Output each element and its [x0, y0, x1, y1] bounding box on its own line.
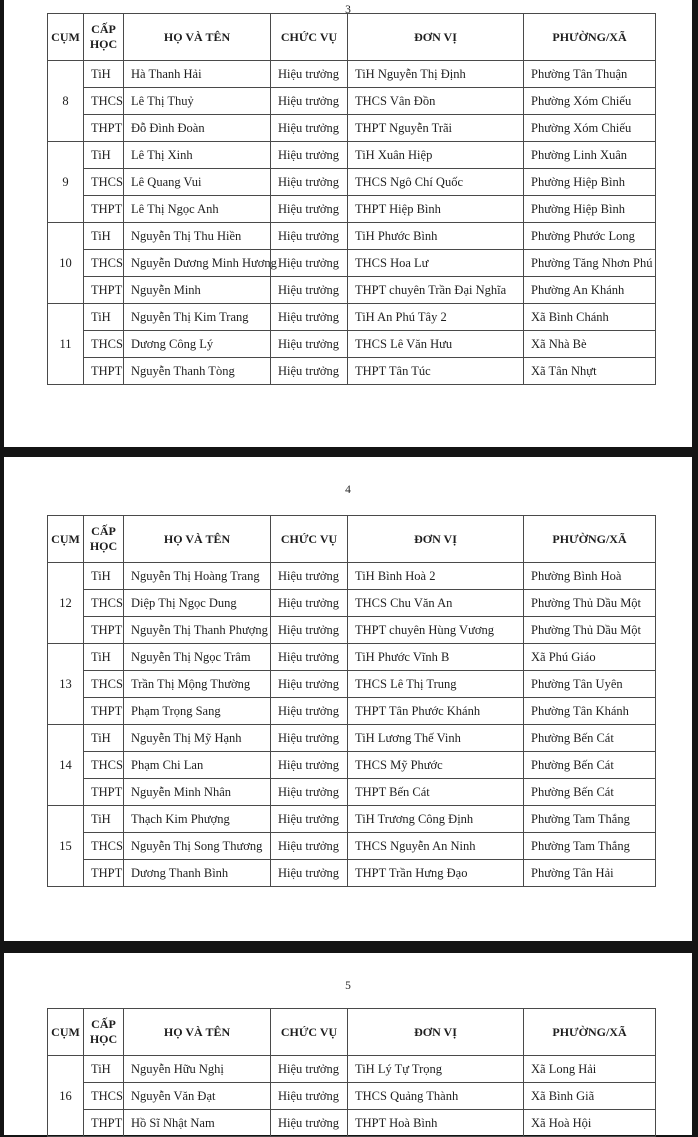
- ward-cell: Xã Nhà Bè: [524, 331, 656, 358]
- ward-cell: Xã Bình Giã: [524, 1083, 656, 1110]
- column-header-ward: PHƯỜNG/XÃ: [524, 14, 656, 61]
- ward-cell: Phường Bến Cát: [524, 752, 656, 779]
- principals-table: [47, 13, 656, 385]
- ward-cell: Phường Xóm Chiếu: [524, 115, 656, 142]
- position-cell: Hiệu trưởng: [271, 142, 348, 169]
- name-cell: Hà Thanh Hải: [124, 61, 271, 88]
- name-cell: Nguyễn Thanh Tòng: [124, 358, 271, 385]
- name-cell: Nguyễn Thị Hoàng Trang: [124, 563, 271, 590]
- level-cell: THPT: [84, 698, 124, 725]
- table-row: [48, 169, 656, 196]
- level-cell: THPT: [84, 196, 124, 223]
- level-cell: THCS: [84, 1083, 124, 1110]
- column-header-unit: ĐƠN VỊ: [348, 516, 524, 563]
- name-cell: Đỗ Đình Đoàn: [124, 115, 271, 142]
- ward-cell: Phường Xóm Chiếu: [524, 88, 656, 115]
- position-cell: Hiệu trưởng: [271, 196, 348, 223]
- name-cell: Thạch Kim Phượng: [124, 806, 271, 833]
- name-cell: Nguyễn Thị Thu Hiền: [124, 223, 271, 250]
- page-number: 5: [345, 980, 351, 992]
- name-cell: Nguyễn Thị Kim Trang: [124, 304, 271, 331]
- table-row: [48, 806, 656, 833]
- column-header-cluster: CỤM: [48, 516, 84, 563]
- principals-table: [47, 1008, 656, 1137]
- column-header-cluster: CỤM: [48, 1009, 84, 1056]
- ward-cell: Xã Tân Nhựt: [524, 358, 656, 385]
- level-cell: TiH: [84, 563, 124, 590]
- name-cell: Dương Công Lý: [124, 331, 271, 358]
- unit-cell: THPT chuyên Trần Đại Nghĩa: [348, 277, 524, 304]
- table-row: [48, 250, 656, 277]
- unit-cell: TiH Phước Vĩnh B: [348, 644, 524, 671]
- unit-cell: THCS Quảng Thành: [348, 1083, 524, 1110]
- name-cell: Nguyễn Thị Mỹ Hạnh: [124, 725, 271, 752]
- position-cell: Hiệu trưởng: [271, 277, 348, 304]
- position-cell: Hiệu trưởng: [271, 833, 348, 860]
- unit-cell: THCS Vân Đồn: [348, 88, 524, 115]
- table-holder: [47, 1008, 656, 1137]
- position-cell: Hiệu trưởng: [271, 671, 348, 698]
- position-cell: Hiệu trưởng: [271, 304, 348, 331]
- ward-cell: Phường Tân Uyên: [524, 671, 656, 698]
- table-row: [48, 725, 656, 752]
- position-cell: Hiệu trưởng: [271, 698, 348, 725]
- page-number: 4: [345, 484, 351, 496]
- header-row: [48, 14, 656, 61]
- column-header-position: CHỨC VỤ: [271, 1009, 348, 1056]
- ward-cell: Xã Phú Giáo: [524, 644, 656, 671]
- unit-cell: THPT Hoà Bình: [348, 1110, 524, 1137]
- cluster-cell: 15: [48, 806, 84, 887]
- cluster-cell: 9: [48, 142, 84, 223]
- ward-cell: Phường Tân Hải: [524, 860, 656, 887]
- unit-cell: THCS Mỹ Phước: [348, 752, 524, 779]
- name-cell: Lê Thị Ngọc Anh: [124, 196, 271, 223]
- unit-cell: THCS Ngô Chí Quốc: [348, 169, 524, 196]
- column-header-ward: PHƯỜNG/XÃ: [524, 516, 656, 563]
- name-cell: Lê Thị Thuỷ: [124, 88, 271, 115]
- table-row: [48, 644, 656, 671]
- ward-cell: Phường Thủ Dầu Một: [524, 617, 656, 644]
- cluster-cell: 11: [48, 304, 84, 385]
- column-header-cluster: CỤM: [48, 14, 84, 61]
- position-cell: Hiệu trưởng: [271, 88, 348, 115]
- name-cell: Phạm Chi Lan: [124, 752, 271, 779]
- table-row: [48, 277, 656, 304]
- table-row: [48, 1083, 656, 1110]
- name-cell: Nguyễn Minh Nhân: [124, 779, 271, 806]
- position-cell: Hiệu trưởng: [271, 331, 348, 358]
- table-row: [48, 61, 656, 88]
- ward-cell: Phường Linh Xuân: [524, 142, 656, 169]
- unit-cell: THPT Bến Cát: [348, 779, 524, 806]
- table-row: [48, 223, 656, 250]
- name-cell: Trần Thị Mộng Thường: [124, 671, 271, 698]
- table-row: [48, 563, 656, 590]
- column-header-ward: PHƯỜNG/XÃ: [524, 1009, 656, 1056]
- level-cell: THCS: [84, 88, 124, 115]
- level-cell: THPT: [84, 1110, 124, 1137]
- position-cell: Hiệu trưởng: [271, 250, 348, 277]
- unit-cell: THPT Trần Hưng Đạo: [348, 860, 524, 887]
- position-cell: Hiệu trưởng: [271, 115, 348, 142]
- ward-cell: Phường Hiệp Bình: [524, 196, 656, 223]
- table-row: [48, 304, 656, 331]
- cluster-cell: 8: [48, 61, 84, 142]
- table-row: [48, 331, 656, 358]
- ward-cell: Xã Bình Chánh: [524, 304, 656, 331]
- table-row: [48, 779, 656, 806]
- level-cell: THPT: [84, 617, 124, 644]
- level-cell: THCS: [84, 590, 124, 617]
- document-page-4: [4, 457, 692, 941]
- level-cell: THCS: [84, 331, 124, 358]
- ward-cell: Phường Hiệp Bình: [524, 169, 656, 196]
- position-cell: Hiệu trưởng: [271, 563, 348, 590]
- column-header-position: CHỨC VỤ: [271, 14, 348, 61]
- name-cell: Nguyễn Thị Song Thương: [124, 833, 271, 860]
- unit-cell: TiH Phước Bình: [348, 223, 524, 250]
- unit-cell: THPT Hiệp Bình: [348, 196, 524, 223]
- page-number: 3: [345, 4, 351, 16]
- level-cell: TiH: [84, 725, 124, 752]
- name-cell: Nguyễn Thị Ngọc Trâm: [124, 644, 271, 671]
- unit-cell: TiH Lý Tự Trọng: [348, 1056, 524, 1083]
- table-row: [48, 833, 656, 860]
- table-row: [48, 142, 656, 169]
- document-page-3: [4, 0, 692, 447]
- principals-table: [47, 515, 656, 887]
- column-header-level: CẤP HỌC: [84, 14, 124, 61]
- table-holder: [47, 515, 656, 887]
- name-cell: Hồ Sĩ Nhật Nam: [124, 1110, 271, 1137]
- level-cell: THPT: [84, 358, 124, 385]
- ward-cell: Phường Bình Hoà: [524, 563, 656, 590]
- ward-cell: Phường Tân Khánh: [524, 698, 656, 725]
- ward-cell: Phường Phước Long: [524, 223, 656, 250]
- cluster-cell: 12: [48, 563, 84, 644]
- name-cell: Phạm Trọng Sang: [124, 698, 271, 725]
- level-cell: TiH: [84, 304, 124, 331]
- column-header-unit: ĐƠN VỊ: [348, 1009, 524, 1056]
- unit-cell: THCS Nguyễn An Ninh: [348, 833, 524, 860]
- position-cell: Hiệu trưởng: [271, 617, 348, 644]
- unit-cell: THCS Lê Văn Hưu: [348, 331, 524, 358]
- header-row: [48, 516, 656, 563]
- column-header-level: CẤP HỌC: [84, 516, 124, 563]
- ward-cell: Phường Tam Thắng: [524, 833, 656, 860]
- document-page-5: [4, 953, 692, 1135]
- ward-cell: Xã Hoà Hội: [524, 1110, 656, 1137]
- column-header-name: HỌ VÀ TÊN: [124, 516, 271, 563]
- cluster-cell: 16: [48, 1056, 84, 1137]
- unit-cell: TiH Xuân Hiệp: [348, 142, 524, 169]
- level-cell: THCS: [84, 169, 124, 196]
- name-cell: Nguyễn Dương Minh Hương: [124, 250, 271, 277]
- position-cell: Hiệu trưởng: [271, 779, 348, 806]
- unit-cell: TiH Lương Thế Vinh: [348, 725, 524, 752]
- level-cell: THCS: [84, 752, 124, 779]
- position-cell: Hiệu trưởng: [271, 1056, 348, 1083]
- level-cell: TiH: [84, 223, 124, 250]
- position-cell: Hiệu trưởng: [271, 169, 348, 196]
- column-header-position: CHỨC VỤ: [271, 516, 348, 563]
- table-row: [48, 358, 656, 385]
- ward-cell: Phường Bến Cát: [524, 779, 656, 806]
- table-row: [48, 115, 656, 142]
- position-cell: Hiệu trưởng: [271, 644, 348, 671]
- position-cell: Hiệu trưởng: [271, 358, 348, 385]
- name-cell: Nguyễn Thị Thanh Phượng: [124, 617, 271, 644]
- header-row: [48, 1009, 656, 1056]
- table-row: [48, 617, 656, 644]
- table-row: [48, 88, 656, 115]
- unit-cell: TiH Bình Hoà 2: [348, 563, 524, 590]
- cluster-cell: 14: [48, 725, 84, 806]
- name-cell: Nguyễn Văn Đạt: [124, 1083, 271, 1110]
- position-cell: Hiệu trưởng: [271, 806, 348, 833]
- position-cell: Hiệu trưởng: [271, 860, 348, 887]
- table-row: [48, 752, 656, 779]
- table-row: [48, 860, 656, 887]
- unit-cell: THCS Hoa Lư: [348, 250, 524, 277]
- unit-cell: THPT chuyên Hùng Vương: [348, 617, 524, 644]
- position-cell: Hiệu trưởng: [271, 1110, 348, 1137]
- name-cell: Dương Thanh Bình: [124, 860, 271, 887]
- unit-cell: THPT Nguyễn Trãi: [348, 115, 524, 142]
- page-number-partial: [4, 0, 692, 16]
- column-header-name: HỌ VÀ TÊN: [124, 1009, 271, 1056]
- level-cell: TiH: [84, 806, 124, 833]
- column-header-level: CẤP HỌC: [84, 1009, 124, 1056]
- table-row: [48, 1056, 656, 1083]
- ward-cell: Phường Tân Thuận: [524, 61, 656, 88]
- name-cell: Lê Thị Xinh: [124, 142, 271, 169]
- table-row: [48, 698, 656, 725]
- unit-cell: TiH Nguyễn Thị Định: [348, 61, 524, 88]
- unit-cell: THPT Tân Túc: [348, 358, 524, 385]
- cluster-cell: 13: [48, 644, 84, 725]
- name-cell: Diệp Thị Ngọc Dung: [124, 590, 271, 617]
- level-cell: TiH: [84, 1056, 124, 1083]
- ward-cell: Phường Tam Thắng: [524, 806, 656, 833]
- table-row: [48, 590, 656, 617]
- ward-cell: Phường An Khánh: [524, 277, 656, 304]
- level-cell: THCS: [84, 250, 124, 277]
- table-holder: [47, 13, 656, 385]
- cluster-cell: 10: [48, 223, 84, 304]
- table-row: [48, 1110, 656, 1137]
- unit-cell: THCS Lê Thị Trung: [348, 671, 524, 698]
- level-cell: TiH: [84, 142, 124, 169]
- unit-cell: TiH An Phú Tây 2: [348, 304, 524, 331]
- ward-cell: Xã Long Hải: [524, 1056, 656, 1083]
- unit-cell: TiH Trương Công Định: [348, 806, 524, 833]
- name-cell: Nguyễn Minh: [124, 277, 271, 304]
- ward-cell: Phường Tăng Nhơn Phú: [524, 250, 656, 277]
- level-cell: THPT: [84, 779, 124, 806]
- level-cell: THCS: [84, 671, 124, 698]
- position-cell: Hiệu trưởng: [271, 725, 348, 752]
- column-header-name: HỌ VÀ TÊN: [124, 14, 271, 61]
- position-cell: Hiệu trưởng: [271, 752, 348, 779]
- level-cell: TiH: [84, 61, 124, 88]
- level-cell: THPT: [84, 860, 124, 887]
- column-header-unit: ĐƠN VỊ: [348, 14, 524, 61]
- name-cell: Lê Quang Vui: [124, 169, 271, 196]
- ward-cell: Phường Thủ Dầu Một: [524, 590, 656, 617]
- unit-cell: THPT Tân Phước Khánh: [348, 698, 524, 725]
- level-cell: TiH: [84, 644, 124, 671]
- level-cell: THPT: [84, 115, 124, 142]
- level-cell: THCS: [84, 833, 124, 860]
- level-cell: THPT: [84, 277, 124, 304]
- ward-cell: Phường Bến Cát: [524, 725, 656, 752]
- position-cell: Hiệu trưởng: [271, 223, 348, 250]
- unit-cell: THCS Chu Văn An: [348, 590, 524, 617]
- position-cell: Hiệu trưởng: [271, 61, 348, 88]
- position-cell: Hiệu trưởng: [271, 590, 348, 617]
- table-row: [48, 671, 656, 698]
- name-cell: Nguyễn Hữu Nghị: [124, 1056, 271, 1083]
- position-cell: Hiệu trưởng: [271, 1083, 348, 1110]
- table-row: [48, 196, 656, 223]
